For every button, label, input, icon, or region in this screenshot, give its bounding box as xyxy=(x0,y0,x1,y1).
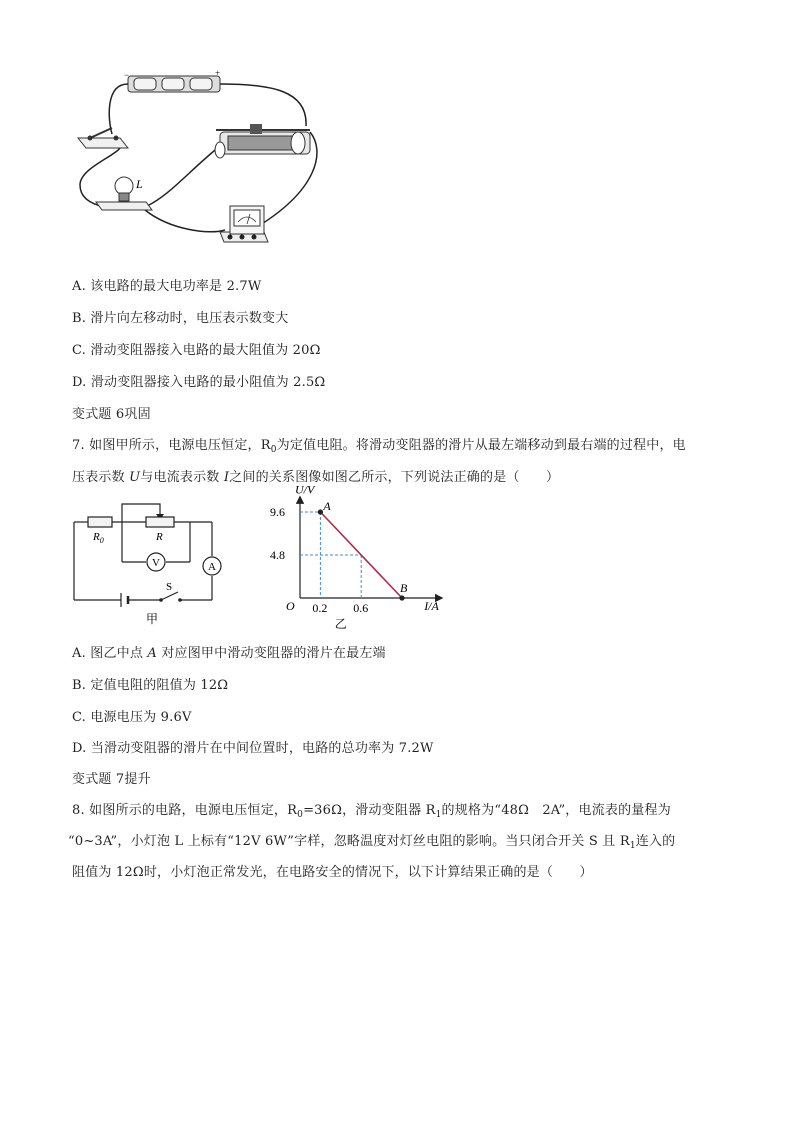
data-point-b xyxy=(399,595,404,600)
q7-stem-line2 xyxy=(72,466,559,485)
battery-minus-label: − xyxy=(124,70,130,80)
q7-line1-rest: 为定值电阻。将滑动变阻器的滑片从最左端移动到最右端的过程中，电 xyxy=(276,438,686,453)
r-label: R xyxy=(156,531,163,543)
switch-label: S xyxy=(166,581,173,593)
q6-option-c: C. 滑动变阻器接入电路的最大阻值为 20Ω xyxy=(72,343,321,358)
apparatus-figure xyxy=(70,70,330,250)
x-tick-label: 0.6 xyxy=(353,601,369,615)
q7-option-a-text1: A. 图乙中点 xyxy=(72,646,148,661)
q8-line1-a: 8. 如图所示的电路，电源电压恒定，R xyxy=(72,803,298,818)
lamp xyxy=(96,177,152,210)
origin-label: O xyxy=(286,599,295,613)
q7-line2-c: 之间的关系图像如图乙所示，下列说法正确的是（ ） xyxy=(229,470,560,485)
variant-6-heading: 变式题 6巩固 xyxy=(72,407,151,422)
q8-line2-sub: 1 xyxy=(629,841,636,851)
q8-line1-c: 的规格为“48Ω 2A”，电流表的量程为 xyxy=(441,803,671,818)
y-tick-label: 9.6 xyxy=(270,505,285,519)
q7-option-a-text2: 对应图甲中滑动变阻器的滑片在最左端 xyxy=(156,646,386,661)
q8-stem-line3: 阻值为 12Ω时，小灯泡正常发光，在电路安全的情况下，以下计算结果正确的是（ ） xyxy=(72,865,593,880)
r0-resistor xyxy=(88,517,112,527)
q7-line1-text: 7. 如图甲所示，电源电压恒定，R xyxy=(72,438,271,453)
battery-pack xyxy=(124,70,220,92)
q7-option-d: D. 当滑动变阻器的滑片在中间位置时，电路的总功率为 7.2W xyxy=(72,741,434,756)
q7-option-b: B. 定值电阻的阻值为 12Ω xyxy=(72,678,229,693)
x-tick-label: 0.2 xyxy=(312,601,328,615)
q7-line1-sub: 0 xyxy=(270,445,277,455)
circuit-diagram-jia xyxy=(66,496,236,628)
q8-line2-b: 连入的 xyxy=(635,834,676,849)
q7-line2-a: 压表示数 xyxy=(72,470,130,485)
q6-option-d: D. 滑动变阻器接入电路的最小阻值为 2.5Ω xyxy=(72,375,326,390)
point-label-a: A xyxy=(323,499,331,513)
voltmeter-label: V xyxy=(152,557,160,569)
q8-stem-line1 xyxy=(72,799,671,820)
r0-label: $R_0$ xyxy=(93,531,104,545)
q7-option-a xyxy=(72,642,386,661)
q7-line2-b: 与电流表示数 xyxy=(140,470,224,485)
switch-s xyxy=(161,592,178,600)
fig-jia-caption: 甲 xyxy=(146,612,159,626)
fig-yi-caption: 乙 xyxy=(334,617,347,630)
variant-7-heading: 变式题 7提升 xyxy=(72,772,151,787)
switch xyxy=(78,128,128,148)
ui-graph-yi xyxy=(262,484,452,630)
y-tick-label: 4.8 xyxy=(270,548,285,562)
q6-option-a: A. 该电路的最大电功率是 2.7W xyxy=(72,279,262,294)
lamp-label: L xyxy=(136,177,143,191)
q7-line2-i: I xyxy=(223,470,230,485)
q7-option-c: C. 电源电压为 9.6V xyxy=(72,710,192,725)
q8-line2-a: “0~3A”，小灯泡 L 上标有“12V 6W”字样，忽略温度对灯丝电阻的影响。当只闭合开关 S 且 R xyxy=(68,834,630,849)
rheostat-r xyxy=(146,517,174,527)
data-point-a xyxy=(318,509,323,514)
q8-stem-line2 xyxy=(68,830,675,851)
q7-stem-line1 xyxy=(72,434,686,455)
q6-option-b: B. 滑片向左移动时，电压表示数变大 xyxy=(72,311,289,326)
q7-option-a-point: A xyxy=(147,646,157,661)
x-axis-label: I/A xyxy=(424,599,439,613)
q8-line1-sub1: 1 xyxy=(435,810,442,820)
ammeter-label: A xyxy=(208,561,216,573)
q8-line1-sub0: 0 xyxy=(297,810,304,820)
battery-plus-label: + xyxy=(215,70,221,78)
voltmeter xyxy=(220,206,268,242)
y-axis-label: U/V xyxy=(295,484,315,497)
q8-line1-b: =36Ω，滑动变阻器 R xyxy=(303,803,436,818)
q7-line2-u: U xyxy=(129,470,141,485)
rheostat xyxy=(215,124,310,158)
point-label-b: B xyxy=(400,581,408,595)
